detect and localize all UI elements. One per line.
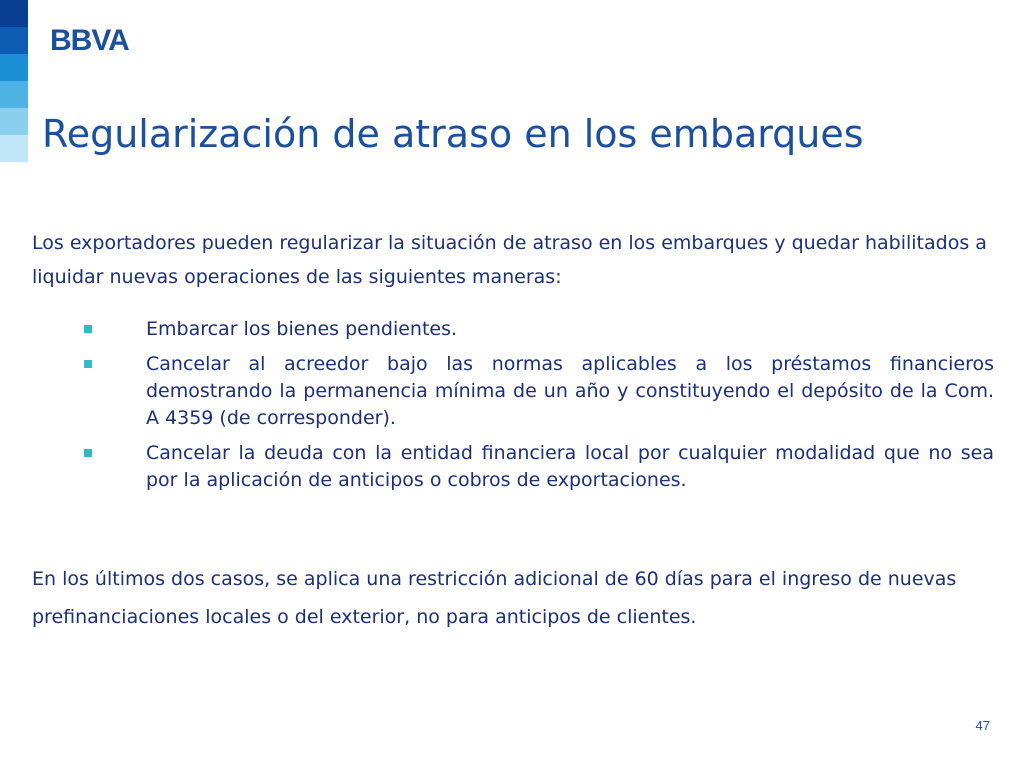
bullet-list (80, 316, 994, 502)
bullet-text: Embarcar los bienes pendientes. (146, 318, 458, 340)
bullet-item (80, 351, 994, 432)
bbva-logo: BBVA (50, 24, 129, 57)
bullet-item (80, 316, 994, 343)
corner-bar-2 (0, 27, 28, 54)
bullet-text: Cancelar al acreedor bajo las normas aplicables a los préstamos financieros demostrando la permanencia mínima de un año y constituyendo el depósito de la Com. A 4359 (de corresponder). (146, 353, 994, 429)
corner-bar-6 (0, 135, 28, 162)
corner-bar-4 (0, 81, 28, 108)
slide-title: Regularización de atraso en los embarques (42, 112, 864, 156)
closing-paragraph: En los últimos dos casos, se aplica una restricción adicional de 60 días para el ingreso de nuevas prefinanciaciones locales o del exterior, no para anticipos de clientes. (32, 568, 957, 628)
intro-paragraph: Los exportadores pueden regularizar la situación de atraso en los embarques y quedar habilitados a liquidar nuevas operaciones de las siguientes maneras: (32, 232, 987, 288)
corner-bar-3 (0, 54, 28, 81)
square-bullet-icon (84, 360, 92, 368)
square-bullet-icon (84, 325, 92, 333)
corner-color-bars (0, 0, 28, 164)
bullet-text: Cancelar la deuda con la entidad financiera local por cualquier modalidad que no sea por la aplicación de anticipos o cobros de exportaciones. (146, 442, 994, 491)
bullet-item (80, 440, 994, 494)
square-bullet-icon (84, 449, 92, 457)
corner-bar-5 (0, 108, 28, 135)
corner-bar-1 (0, 0, 28, 27)
page-number: 47 (975, 718, 990, 733)
